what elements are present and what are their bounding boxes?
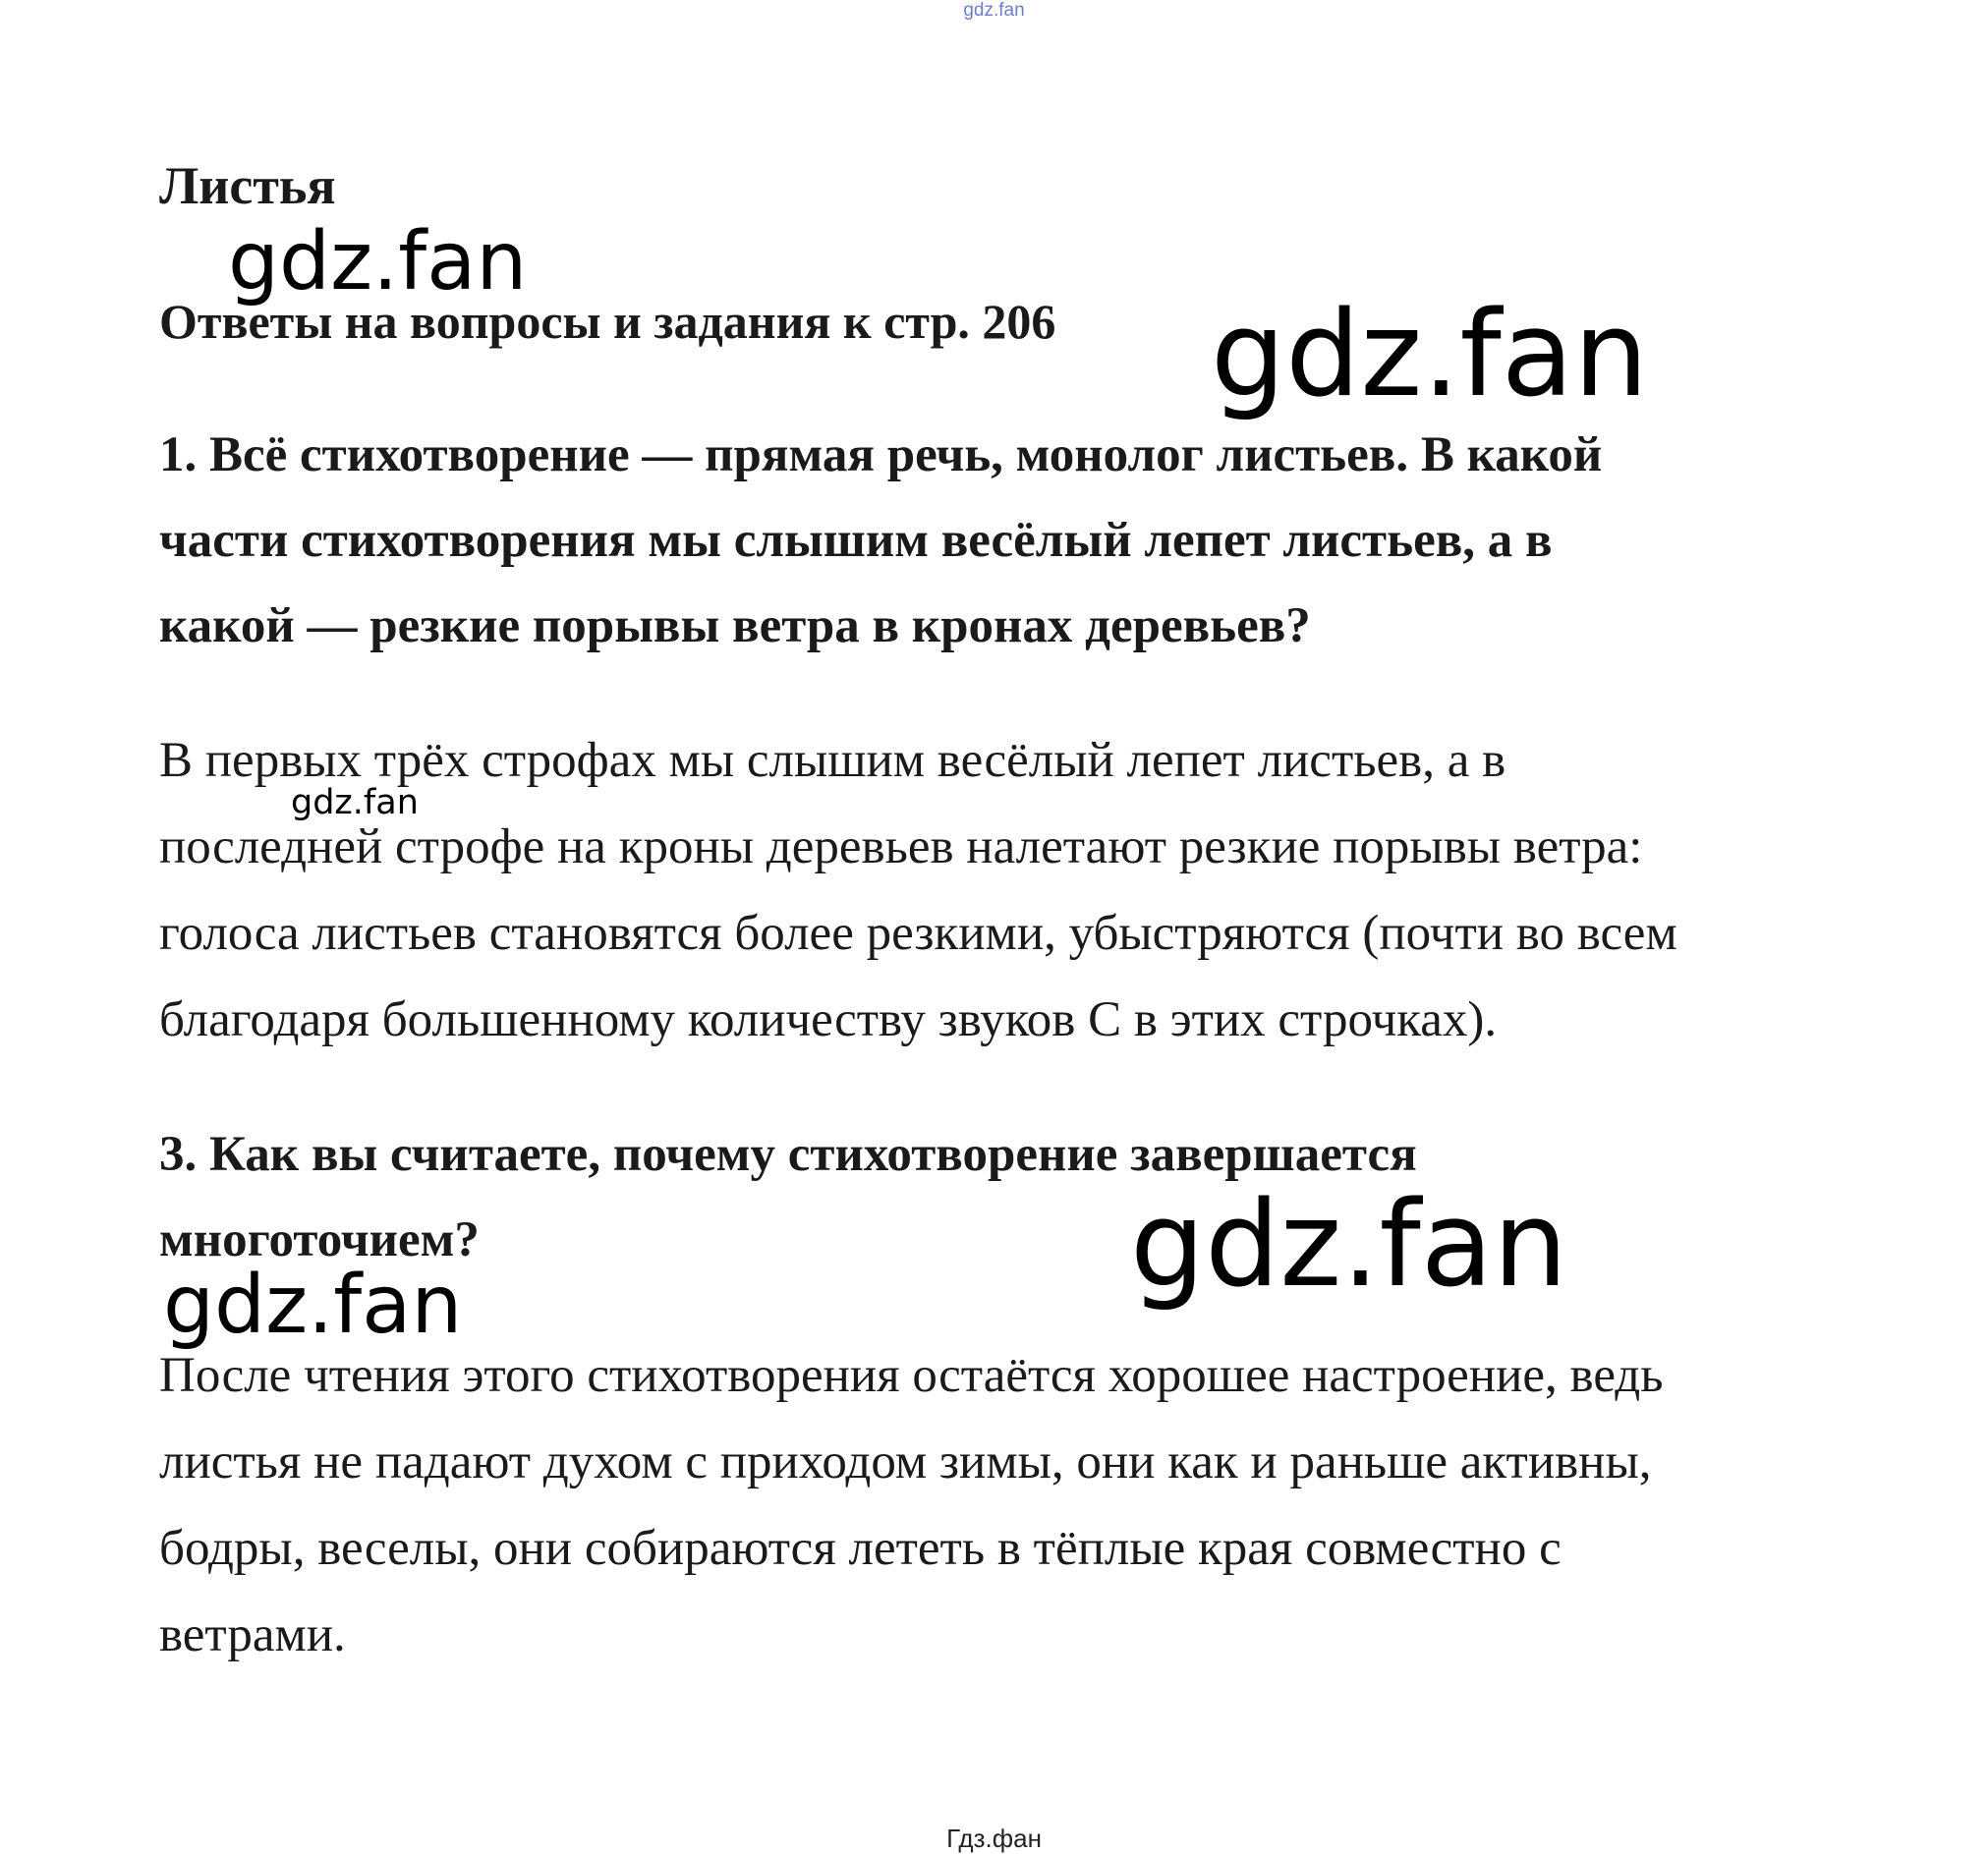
top-watermark: gdz.fan: [963, 0, 1025, 21]
answer-1-line-3: голоса листьев становятся более резкими, убыстряются (почти во всем: [159, 906, 1677, 961]
watermark: gdz.fan: [291, 783, 419, 822]
question-3-line-1: 3. Как вы считаете, почему стихотворение завершается: [159, 1127, 1417, 1182]
question-1-line-1: 1. Всё стихотворение — прямая речь, монолог листьев. В какой: [159, 427, 1603, 482]
watermark: gdz.fan: [228, 215, 528, 309]
watermark: gdz.fan: [163, 1259, 463, 1352]
answer-1: [159, 717, 1928, 1063]
question-1-line-3: какой — резкие порывы ветра в кронах деревьев?: [159, 598, 1311, 653]
watermark: gdz.fan: [1211, 287, 1649, 423]
watermark: gdz.fan: [1130, 1177, 1568, 1314]
question-1-line-2: части стихотворения мы слышим весёлый лепет листьев, а в: [159, 513, 1553, 568]
question-1: [159, 413, 1928, 669]
question-3-line-2: многоточием?: [159, 1212, 480, 1267]
answer-1-line-4: благодаря большенному количеству звуков С в этих строчках).: [159, 992, 1498, 1047]
answer-1-line-2: последней строфе на кроны деревьев налетают резкие порывы ветра:: [159, 819, 1643, 874]
answer-3-line-4: ветрами.: [159, 1607, 346, 1662]
page-title: Листья: [159, 156, 336, 215]
answer-1-line-1: В первых трёх строфах мы слышим весёлый лепет листьев, а в: [159, 733, 1506, 788]
answer-3-line-1: После чтения этого стихотворения остаётся хорошее настроение, ведь: [159, 1348, 1664, 1403]
footer-text: Гдз.фан: [946, 1824, 1042, 1853]
answer-3-line-2: листья не падают духом с приходом зимы, они как и раньше активны,: [159, 1434, 1652, 1489]
answer-3: [159, 1332, 1928, 1678]
section-heading: Ответы на вопросы и задания к стр. 206: [159, 294, 1056, 349]
answer-3-line-3: бодры, веселы, они собираются лететь в тёплые края совместно с: [159, 1521, 1562, 1576]
question-3: [159, 1112, 1928, 1283]
